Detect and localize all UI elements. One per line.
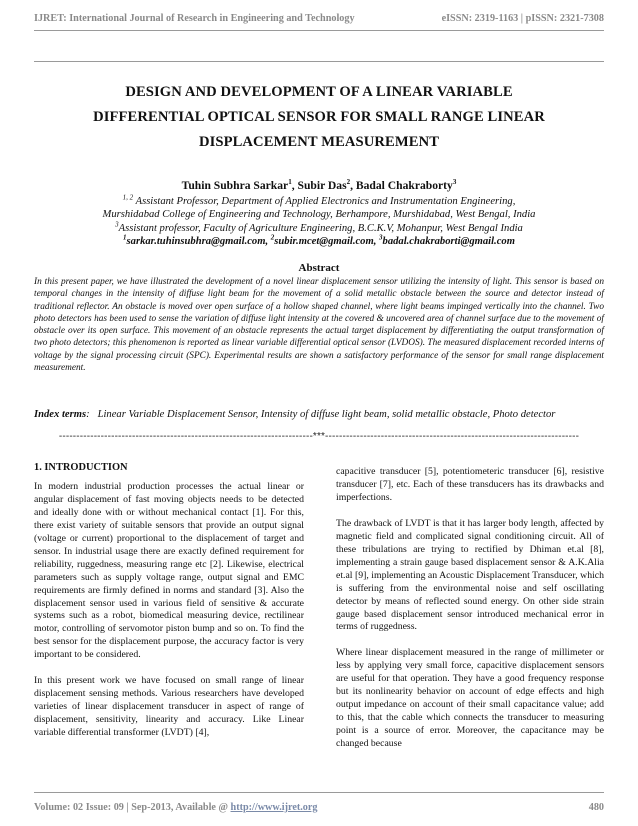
header-rule-lower [34, 61, 604, 62]
journal-name: IJRET: International Journal of Research in Engineering and Technology [34, 13, 355, 24]
section-separator: -------------------------------------------------------------------------***------------------------------------------------------------------------- [58, 431, 580, 442]
index-terms-text: Linear Variable Displacement Sensor, Intensity of diffuse light beam, solid metallic obstacle, Photo detector [97, 409, 556, 420]
affiliation-3: $^3$Assistant professor, Faculty of Agriculture Engineering, B.C.K.V, Mohanpur, West Bengal India [115, 220, 523, 234]
index-terms-label: Index terms [34, 409, 87, 420]
volume-info: Volume: 02 Issue: 09 | Sep-2013, Available @ http://www.ijret.org [34, 802, 318, 813]
page-number: 480 [588, 802, 604, 813]
title-line-3: DISPLACEMENT MEASUREMENT [198, 134, 440, 150]
author-3: Badal Chakraborty [355, 179, 453, 192]
paragraph: capacitive transducer [5], potentiometeric transducer [6], resistive transducer [7], etc. Each of these transducers has its drawbacks and imperfections. [336, 466, 604, 503]
paragraph: In this present work we have focused on small range of linear displacement sensing methods. Various researchers have developed varieties of linear displacement transducer in aspect of range of displacement, sensitivity, linearity and accuracy. Like Linear variable differential transformer (LVDT) [4], [34, 675, 304, 739]
email-3[interactable]: badal.chakraborti@gmail.com [382, 236, 515, 248]
affiliation-1-2: $^{1, 2}$ Assistant Professor, Department of Applied Electronics and Instrumentation Engineering, [122, 193, 516, 207]
index-terms: Index terms: Linear Variable Displacement Sensor, Intensity of diffuse light beam, solid metallic obstacle, Photo detector [34, 409, 556, 420]
email-1[interactable]: sarkar.tuhinsubhra@gmail.com, [126, 236, 269, 248]
paragraph: In modern industrial production processes the actual linear or angular displacement of fast moving objects needs to be detected and ideally done with or without mechanical contact [1]. For this, there exist variety of suitable sensors that provide an output signal (voltage or current) proportional to the displacement of target and sensor. In industrial usage there are exactly defined requirement for reliability, ruggedness, measuring range etc [2]. Likewise, electrical parameters such as supply voltage range, output signal and EMC requirements are firmly defined in norms and standard [3]. Also the displacement sensor used in various field of sensitive & accurate systems such as a robot, biomedical measuring device, rectilinear motor, controlling of servomotor piston bump and so on. To find the best sensor for the displacement purpose, the accuracy factor is very important to be considered. [34, 480, 304, 661]
author-1: Tuhin Subhra Sarkar [181, 179, 289, 192]
abstract-heading: Abstract [298, 262, 340, 274]
footer-rule [34, 792, 604, 793]
section-heading-introduction: 1. INTRODUCTION [34, 462, 128, 473]
author-emails: $^1$sarkar.tuhinsubhra@gmail.com, $^2$subir.mcet@gmail.com, $^3$badal.chakraborti@gmail.com [123, 233, 515, 248]
title-line-2: DIFFERENTIAL OPTICAL SENSOR FOR SMALL RANGE LINEAR [93, 109, 545, 125]
paper-title [34, 80, 604, 155]
right-column [336, 466, 604, 764]
affiliation-1-2-cont: Murshidabad College of Engineering and Technology, Berhampore, Murshidabad, West Bengal, India [102, 209, 536, 221]
abstract-text: In this present paper, we have illustrated the development of a novel linear displacement sensor utilizing the intensity of light. This sensor is based on temporal changes in the intensity of diffuse light beam for the movement of a solid metallic obstacle between the source and detector instead of traditional reflector. An obstacle is moved over open surface of a hollow shaped channel, where light beams impinged vertically into the channel. Two photo detectors has been used to sense the variation of diffuse light intensity at the covered & uncovered area of channel surface due to the movement of obstacle over its open surface. This movement of an obstacle represents the actual target displacement by differentiating the output transformation of two photo detectors; this phenomenon is reported as linear variable differential optical sensor (LVDOS). The measured displacement recorded interns of voltage by the signal processing circuit (SPC). Experimental results are shown a satisfactory performance of the sensor for small range displacement measurement. [34, 277, 604, 373]
author-list: Tuhin Subhra Sarkar$^1$, Subir Das$^2$, Badal Chakraborty$^3$ [181, 178, 457, 192]
author-2: Subir Das [297, 179, 347, 192]
affiliations [50, 195, 588, 249]
issn-info: eISSN: 2319-1163 | pISSN: 2321-7308 [441, 13, 604, 24]
header-rule [34, 30, 604, 31]
journal-url-link[interactable]: http://www.ijret.org [230, 802, 318, 813]
left-column [34, 462, 304, 753]
email-2[interactable]: subir.mcet@gmail.com, [274, 236, 377, 248]
title-line-1: DESIGN AND DEVELOPMENT OF A LINEAR VARIABLE [125, 84, 513, 100]
paragraph: The drawback of LVDT is that it has larger body length, affected by magnetic field and complicated signal conditioning circuit. All of these tribulations are trying to rectified by Dhiman et.al [8], implementing a strain gauge based displacement sensor & A.K.Alia et.al [9], implementing an Acoustic Displacement Transducer, which is suffering from the environmental noise and self oscillating detector by means of reflected sound energy. On other side strain gauge based displacement sensor introduced mechanical error in terms of ruggedness. [336, 517, 604, 633]
paragraph: Where linear displacement measured in the range of millimeter or less by applying very small force, capacitive displacement sensors are useful for that operation. They have a good frequency response but its nonlinearity behavior on account of edge effects and high output impedance on account of their small capacitance value; add to this, that the cable which connects the transducer to measuring point is a source of error. Moreover, the capacitance may be changed because [336, 647, 604, 750]
